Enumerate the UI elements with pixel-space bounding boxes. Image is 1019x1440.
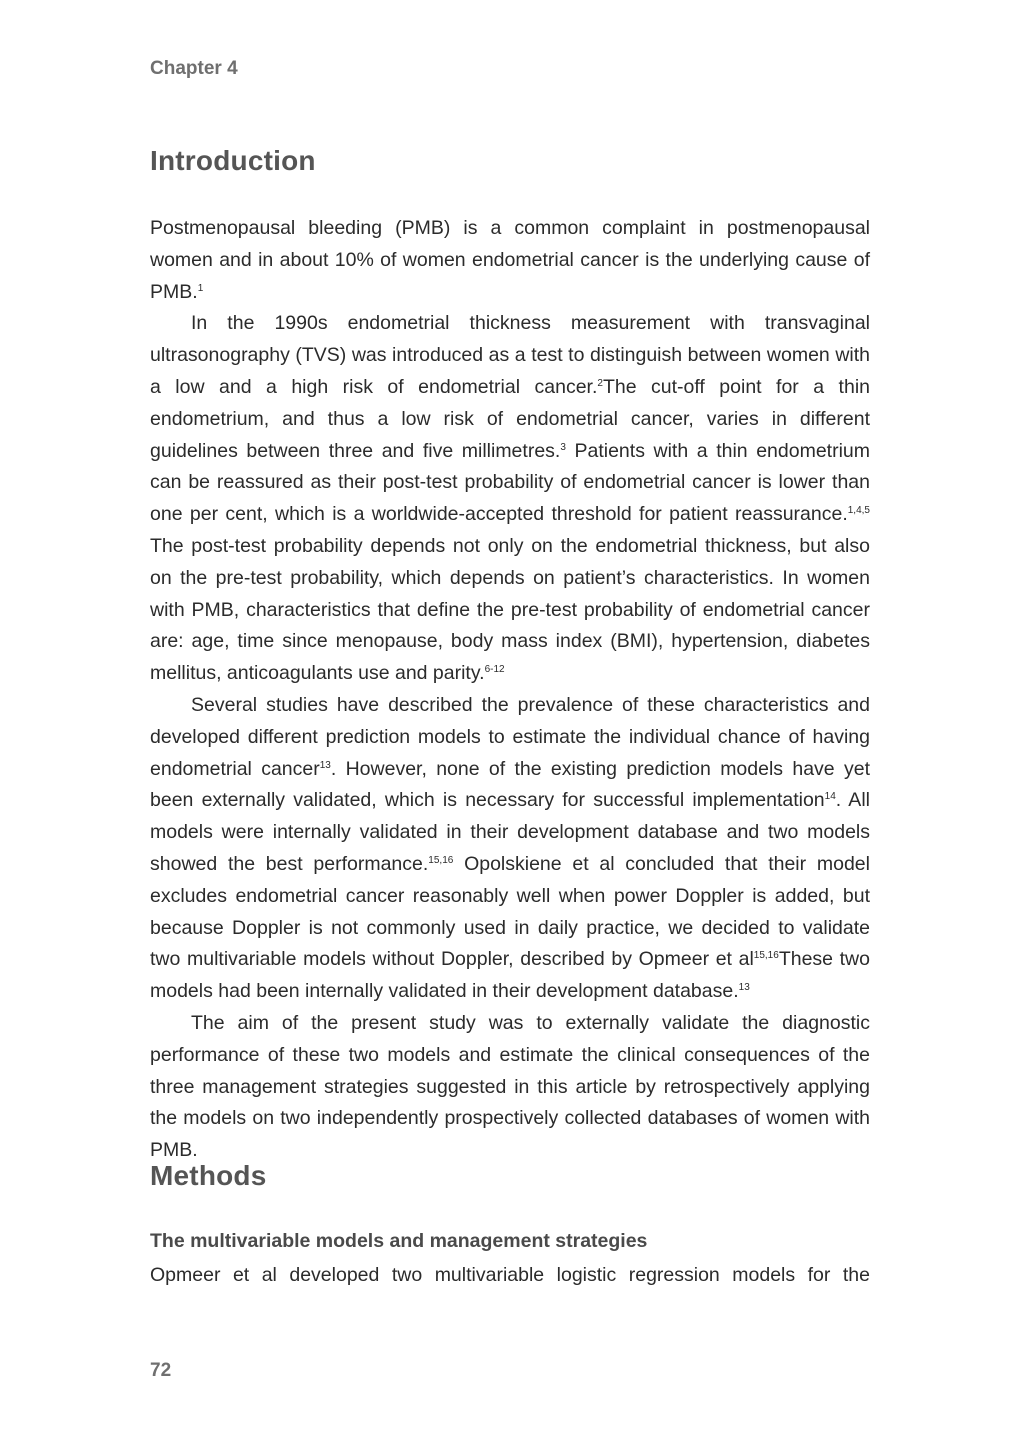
word: regression [628, 1264, 720, 1286]
word: multivariable [434, 1264, 545, 1286]
methods-heading: Methods [150, 1160, 267, 1191]
word: logistic [556, 1264, 617, 1286]
paragraph-3-text-3: . All models were internally validated in their development database and two models showed the best performance. [150, 789, 870, 875]
methods-first-line [150, 1260, 870, 1292]
paragraph-3-text-5: These two models had been internally validated in their development database. [150, 948, 870, 1003]
citation: 15,16 [428, 854, 454, 866]
citation: 1 [197, 282, 204, 294]
word: Opmeer [150, 1264, 221, 1286]
word: developed [289, 1264, 380, 1286]
citation: 14 [824, 791, 836, 803]
page-number: 72 [150, 1360, 172, 1381]
paragraph-4-text: The aim of the present study was to externally validate the diagnostic performance of these two models and estimate the clinical consequences of the three management strategies suggested in this article by retrospectively applying the models on two independently prospectively collected databases of women with PMB. [150, 1011, 870, 1162]
paragraph-3 [150, 690, 870, 1008]
word: the [842, 1264, 870, 1286]
citation: 6-12 [484, 664, 505, 676]
running-head-chapter: Chapter 4 [150, 58, 238, 79]
paragraph-3-text-4: Opolskiene et al concluded that their model excludes endometrial cancer reasonably well when power Doppler is added, but because Doppler is not commonly used in daily practice, we decided to validate two multivariable models without Doppler, described by Opmeer et al [150, 852, 870, 971]
citation: 3 [560, 441, 566, 453]
introduction-body [150, 213, 870, 1167]
citation: 13 [738, 982, 750, 994]
paragraph-4 [150, 1008, 870, 1167]
paragraph-3-text-2: . However, none of the existing prediction models have yet been externally validated, which is necessary for successful implementation [150, 757, 870, 812]
paragraph-2-text-4: The post-test probability depends not only on the endometrial thickness, but also on the pre-test probability, which depends on patient’s characteristics. In women with PMB, characteristics that define the pre-test probability of endometrial cancer are: age, time since menopause, body mass index (BMI), hypertension, diabetes mellitus, anticoagulants use and parity. [150, 534, 870, 685]
word: two [391, 1264, 423, 1286]
paragraph-1-text: Postmenopausal bleeding (PMB) is a common complaint in postmenopausal women and in about 10% of women endometrial cancer is the underlying cause of PMB. [150, 217, 870, 303]
introduction-heading: Introduction [150, 145, 316, 176]
methods-body [150, 1260, 870, 1292]
paragraph-3-text-1: Several studies have described the prevalence of these characteristics and developed different prediction models to estimate the individual chance of having endometrial cancer [150, 693, 870, 780]
word: for [807, 1264, 831, 1286]
citation: 13 [319, 759, 331, 771]
word: et [232, 1264, 250, 1286]
paragraph-2-text-2: The cut-off point for a thin endometrium, and thus a low risk of endometrial cancer, varies in different guidelines between three and five millimetres. [150, 375, 870, 462]
paragraph-1 [150, 213, 870, 308]
word: al [261, 1264, 277, 1286]
citation: 1,4,5 [847, 505, 870, 517]
paragraph-2-text-1: In the 1990s endometrial thickness measurement with transvaginal ultrasonography (TVS) was introduced as a test to distinguish between women with a low and a high risk of endometrial cancer. [150, 312, 870, 398]
methods-subheading: The multivariable models and management strategies [150, 1230, 648, 1252]
word: models [732, 1264, 796, 1286]
citation: 15,16 [753, 950, 779, 962]
paragraph-2 [150, 308, 870, 690]
citation: 2 [597, 377, 603, 389]
paragraph-2-text-3: Patients with a thin endometrium can be reassured as their post-test probability of endometrial cancer is lower than one per cent, which is a worldwide-accepted threshold for patient reassurance. [150, 439, 871, 526]
